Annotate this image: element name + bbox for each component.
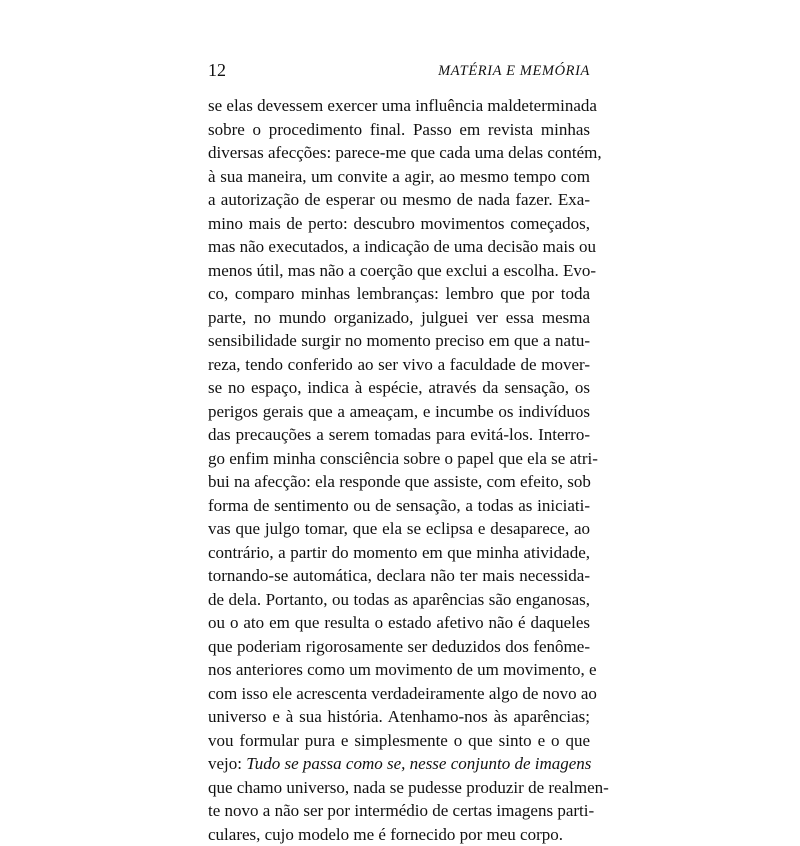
- text-line: se elas devessem exercer uma influência maldeterminada: [208, 94, 590, 118]
- text-line-italic: Tudo se passa como se, nesse conjunto de imagens: [246, 754, 591, 773]
- text-line: vas que julgo tomar, que ela se eclipsa e desaparece, ao: [208, 517, 590, 541]
- text-line: se no espaço, indica à espécie, através da sensação, os: [208, 376, 590, 400]
- text-line: sensibilidade surgir no momento preciso em que a natu-: [208, 329, 590, 353]
- text-line: à sua maneira, um convite a agir, ao mesmo tempo com: [208, 165, 590, 189]
- text-line: sobre o procedimento final. Passo em revista minhas: [208, 118, 590, 142]
- text-line-italic: te novo a não ser por intermédio de certas imagens parti-: [208, 799, 590, 823]
- text-line-roman: vejo:: [208, 754, 246, 773]
- text-line: a autorização de esperar ou mesmo de nada fazer. Exa-: [208, 188, 590, 212]
- body-text: [208, 94, 590, 846]
- running-head: [208, 58, 590, 82]
- text-line: mino mais de perto: descubro movimentos começados,: [208, 212, 590, 236]
- text-line: tornando-se automática, declara não ter mais necessida-: [208, 564, 590, 588]
- text-line: perigos gerais que a ameaçam, e incumbe os indivíduos: [208, 400, 590, 424]
- text-line: nos anteriores como um movimento de um movimento, e: [208, 658, 590, 682]
- text-line: go enfim minha consciência sobre o papel que ela se atri-: [208, 447, 590, 471]
- text-line: com isso ele acrescenta verdadeiramente algo de novo ao: [208, 682, 590, 706]
- text-line: menos útil, mas não a coerção que exclui a escolha. Evo-: [208, 259, 590, 283]
- book-title: MATÉRIA E MEMÓRIA: [438, 60, 590, 82]
- text-line: mas não executados, a indicação de uma decisão mais ou: [208, 235, 590, 259]
- text-line: que poderiam rigorosamente ser deduzidos dos fenôme-: [208, 635, 590, 659]
- text-line: diversas afecções: parece-me que cada uma delas contém,: [208, 141, 590, 165]
- page-number: 12: [208, 58, 226, 82]
- text-line: bui na afecção: ela responde que assiste, com efeito, sob: [208, 470, 590, 494]
- text-line: [208, 752, 590, 776]
- text-line-italic: que chamo universo, nada se pudesse produzir de realmen-: [208, 776, 590, 800]
- text-line: de dela. Portanto, ou todas as aparências são enganosas,: [208, 588, 590, 612]
- text-line: vou formular pura e simplesmente o que sinto e o que: [208, 729, 590, 753]
- text-line-italic: culares, cujo modelo me é fornecido por meu corpo.: [208, 823, 590, 846]
- text-line: parte, no mundo organizado, julguei ver essa mesma: [208, 306, 590, 330]
- text-line: universo e à sua história. Atenhamo-nos às aparências;: [208, 705, 590, 729]
- text-line: das precauções a serem tomadas para evitá-los. Interro-: [208, 423, 590, 447]
- text-line: reza, tendo conferido ao ser vivo a faculdade de mover-: [208, 353, 590, 377]
- text-line: forma de sentimento ou de sensação, a todas as iniciati-: [208, 494, 590, 518]
- text-line: ou o ato em que resulta o estado afetivo não é daqueles: [208, 611, 590, 635]
- text-line: contrário, a partir do momento em que minha atividade,: [208, 541, 590, 565]
- text-line: co, comparo minhas lembranças: lembro que por toda: [208, 282, 590, 306]
